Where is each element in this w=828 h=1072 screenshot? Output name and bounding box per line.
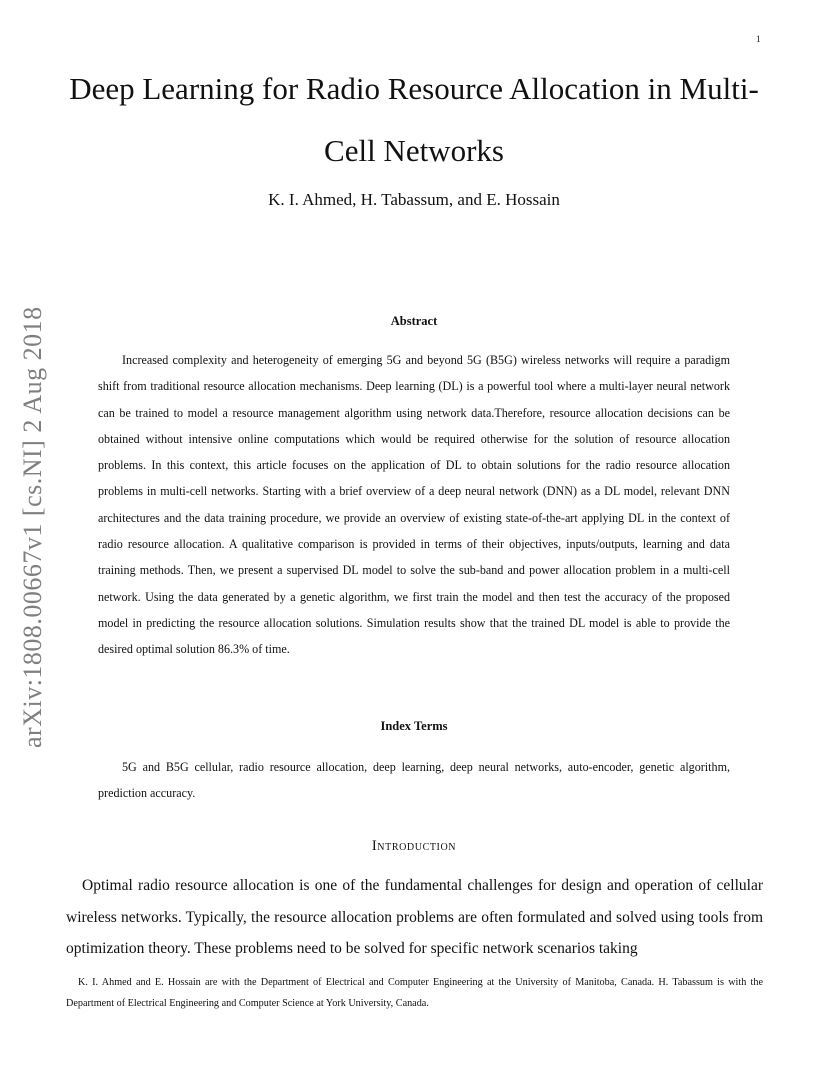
- index-terms-body: 5G and B5G cellular, radio resource allocation, deep learning, deep neural networks, auto-encoder, genetic algorithm, prediction accuracy.: [98, 760, 730, 801]
- introduction-heading: Introduction: [371, 838, 457, 854]
- abstract-heading: Abstract: [390, 314, 438, 328]
- paper-title: Deep Learning for Radio Resource Allocation in Multi-Cell Networks: [69, 71, 759, 168]
- arxiv-stamp: arXiv:1808.00667v1 [cs.NI] 2 Aug 2018: [18, 306, 47, 748]
- author-list: K. I. Ahmed, H. Tabassum, and E. Hossain: [268, 190, 560, 209]
- index-terms-heading: Index Terms: [380, 719, 448, 733]
- page-number: 1: [756, 34, 761, 44]
- abstract-body: Increased complexity and heterogeneity of emerging 5G and beyond 5G (B5G) wireless networks will require a paradigm shift from traditional resource allocation mechanisms. Deep learning (DL) is a powerful tool where a multi-layer neural network can be trained to model a resource management algorithm using network data.Therefore, resource allocation decisions can be obtained without intensive online computations which would be required otherwise for the solution of resource allocation problems. In this context, this article focuses on the application of DL to obtain solutions for the radio resource allocation problems in multi-cell networks. Starting with a brief overview of a deep neural network (DNN) as a DL model, relevant DNN architectures and the data training procedure, we provide an overview of existing state-of-the-art applying DL in the context of radio resource allocation. A qualitative comparison is provided in terms of their objectives, inputs/outputs, learning and data training methods. Then, we present a supervised DL model to solve the sub-band and power allocation problem in a multi-cell network. Using the data generated by a genetic algorithm, we first train the model and then test the accuracy of the proposed model in predicting the resource allocation solutions. Simulation results show that the trained DL model is able to provide the desired optimal solution 86.3% of time.: [98, 353, 730, 657]
- author-affiliation-footnote: K. I. Ahmed and E. Hossain are with the Department of Electrical and Computer Engineering at the University of Manitoba, Canada. H. Tabassum is with the Department of Electrical Engineering and Computer Science at York University, Canada.: [66, 977, 763, 1009]
- introduction-body: Optimal radio resource allocation is one of the fundamental challenges for design and operation of cellular wireless networks. Typically, the resource allocation problems are often formulated and solved using tools from optimization theory. These problems need to be solved for specific network scenarios taking: [66, 877, 763, 957]
